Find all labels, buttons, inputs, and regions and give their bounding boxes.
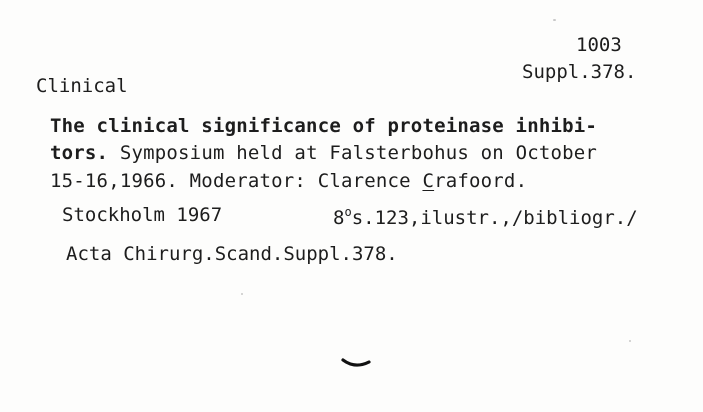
title-line-1: The clinical significance of proteinase inhibi-	[50, 115, 598, 137]
moderator-initial: C	[422, 170, 435, 192]
call-number: 1003	[576, 34, 622, 56]
title-line-3-end: rafoord.	[434, 170, 528, 192]
subject-heading: Clinical	[36, 75, 128, 97]
title-line-2-bold: tors.	[50, 142, 109, 164]
physical-details: s.123,ilustr.,/bibliogr./	[351, 207, 638, 229]
ink-stroke-mark	[341, 356, 371, 370]
physical-description	[333, 206, 638, 228]
series-reference: Suppl.378.	[522, 61, 637, 83]
series-note: Acta Chirurg.Scand.Suppl.378.	[66, 243, 398, 265]
paper-speck	[629, 340, 631, 342]
title-line-2	[50, 144, 597, 163]
title-line-3	[50, 172, 527, 191]
format-degree: o	[344, 205, 352, 219]
paper-speck	[241, 293, 243, 295]
title-line-3-start: 15-16,1966. Moderator: Clarence	[50, 170, 423, 192]
paper-speck	[553, 19, 556, 21]
format-number: 8	[333, 207, 345, 229]
imprint-place-year: Stockholm 1967	[62, 204, 223, 226]
title-line-2-rest: Symposium held at Falsterbohus on October	[108, 142, 598, 164]
